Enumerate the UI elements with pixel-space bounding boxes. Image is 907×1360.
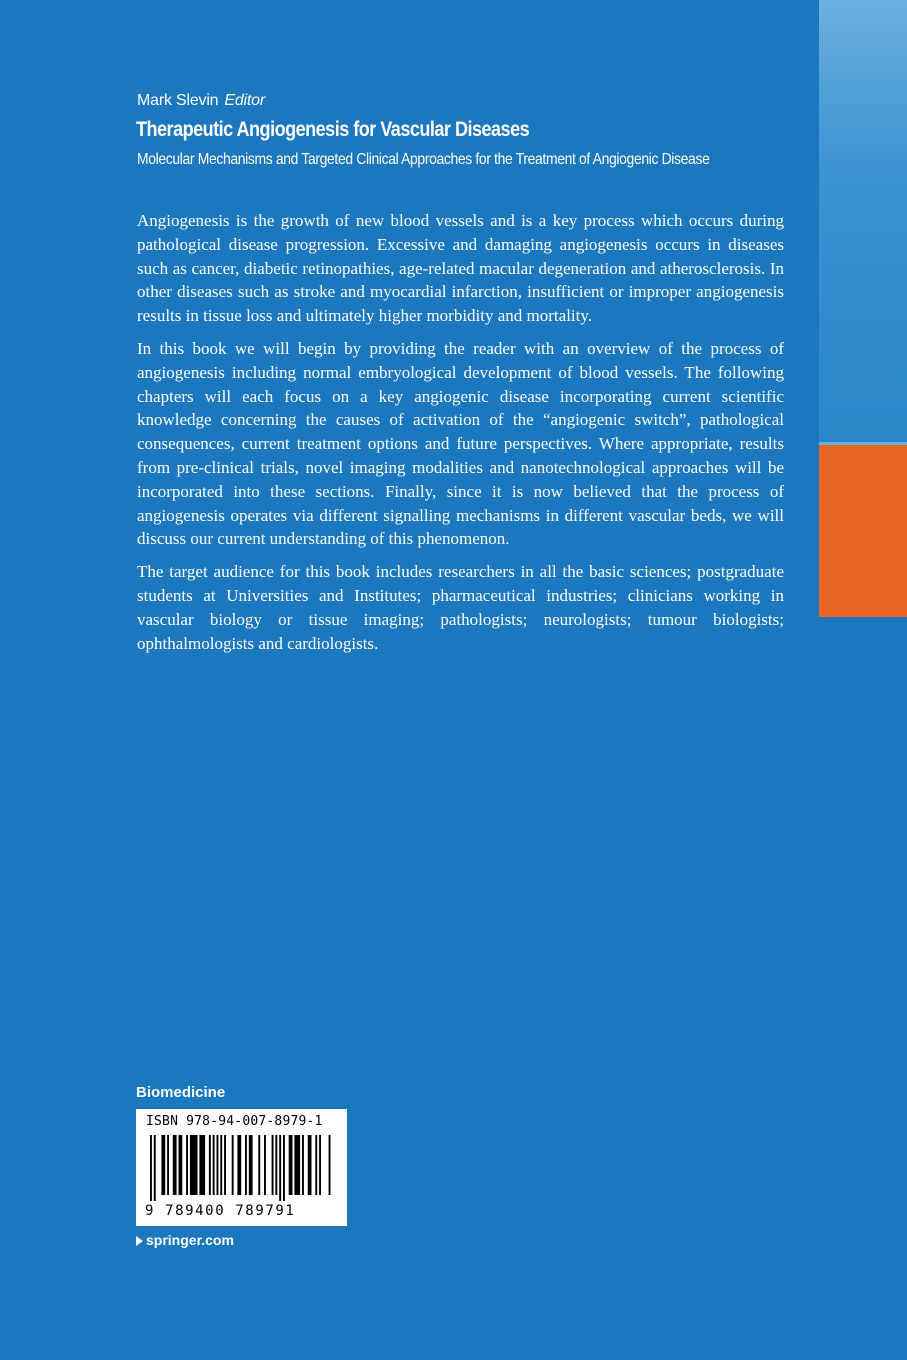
barcode-bar (154, 1135, 156, 1201)
series-name: Biomedicine (136, 1084, 226, 1101)
barcode-bar (315, 1135, 317, 1195)
barcode-icon (150, 1135, 334, 1201)
publisher-link-text: springer.com (146, 1232, 234, 1248)
barcode-bar (272, 1135, 274, 1195)
arrow-right-icon (136, 1236, 143, 1246)
isbn-barcode (136, 1109, 347, 1226)
editor-role: Editor (224, 92, 265, 109)
blurb-paragraph: The target audience for this book includes researchers in all the basic sciences; postgraduate students at Universities and Institutes; pharmaceutical industries; clinicians working in vascular biology or tissue imaging; pathologists; neurologists; tumour biologists; ophthalmologists and cardiologists. (137, 562, 784, 653)
barcode-bar (209, 1135, 211, 1195)
barcode-bar (150, 1135, 152, 1201)
barcode-bar (190, 1135, 198, 1195)
barcode-bar (279, 1135, 281, 1201)
barcode-bar (173, 1135, 177, 1195)
barcode-bar (237, 1135, 241, 1195)
barcode-bar (275, 1135, 277, 1195)
barcode-bar (319, 1135, 321, 1195)
editor-name: Mark Slevin (137, 92, 219, 109)
barcode-bar (289, 1135, 293, 1195)
barcode-bar (302, 1135, 304, 1195)
book-title: Therapeutic Angiogenesis for Vascular Diseases (136, 118, 530, 141)
isbn-label: ISBN 978-94-007-8979-1 (146, 1114, 323, 1129)
barcode-bar (224, 1135, 226, 1195)
editor-line (137, 92, 265, 110)
blurb-paragraph: Angiogenesis is the growth of new blood vessels and is a key process which occurs during pathological disease progression. Excessive and damaging angiogenesis occurs in diseases such as cancer, diabetic retinopathies, age-related macular degeneration and atherosclerosis. In other diseases such as stroke and myocardial infarction, insufficient or improper angiogenesis results in tissue loss and ultimately higher morbidity and mortality. (137, 211, 784, 326)
barcode-bar (258, 1135, 260, 1195)
barcode-bar (161, 1135, 165, 1195)
barcode-bar (217, 1135, 219, 1195)
barcode-bar (179, 1135, 183, 1195)
barcode-bar (186, 1135, 188, 1195)
side-strip-light-blue (819, 0, 907, 442)
barcode-bar (232, 1135, 234, 1195)
barcode-bar (199, 1135, 205, 1195)
barcode-bar (308, 1135, 312, 1195)
barcode-digits: 9 789400 789791 (145, 1203, 296, 1219)
book-subtitle: Molecular Mechanisms and Targeted Clinical Approaches for the Treatment of Angiogenic Disease (137, 151, 710, 168)
barcode-bar (213, 1135, 215, 1195)
barcode-bar (294, 1135, 300, 1195)
barcode-bar (329, 1135, 331, 1195)
barcode-bar (167, 1135, 169, 1195)
barcode-bar (220, 1135, 222, 1195)
barcode-bar (283, 1135, 285, 1201)
blurb (137, 209, 784, 664)
side-strip-blue (819, 617, 907, 1360)
barcode-bar (245, 1135, 247, 1195)
barcode-bar (249, 1135, 253, 1195)
blurb-paragraph: In this book we will begin by providing the reader with an overview of the process of angiogenesis including normal embryological development of blood vessels. The following chapters will each focus on a key angiogenic disease incorporating current scientific knowledge concerning the causes of activation of the “angiogenic switch”, pathological consequences, current treatment options and future perspectives. Where appropriate, results from pre-clinical trials, novel imaging modalities and nanotechnological approaches will be incorporated into these sections. Finally, since it is now believed that the process of angiogenesis operates via different signalling mechanisms in different vascular beds, we will discuss our current understanding of this phenomenon. (137, 338, 784, 549)
publisher-link[interactable] (136, 1232, 234, 1248)
barcode-bar (264, 1135, 266, 1195)
side-strip-orange (819, 445, 907, 617)
